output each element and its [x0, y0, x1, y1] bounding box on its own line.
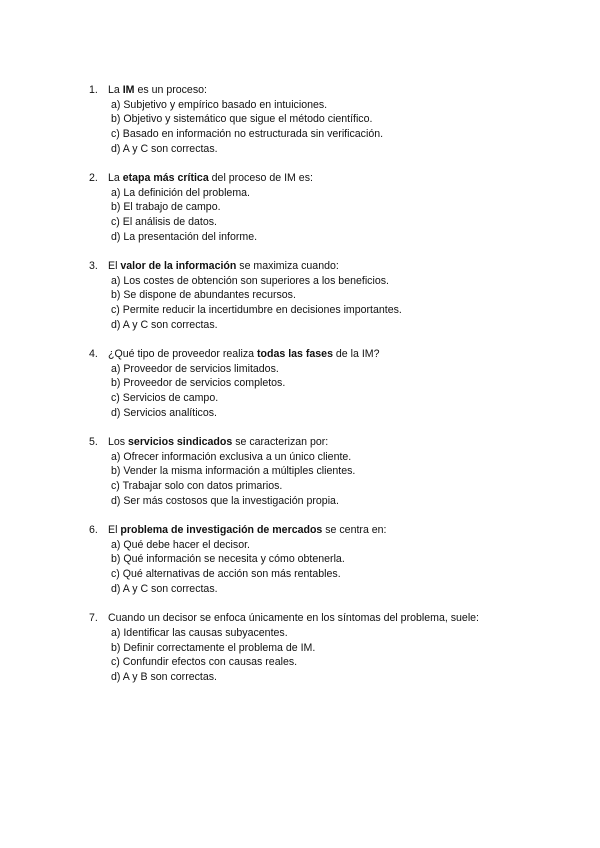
- answer-options: [111, 626, 600, 685]
- answer-options: [111, 450, 600, 509]
- answer-option: b) Proveedor de servicios completos.: [111, 377, 286, 390]
- answer-option: a) Proveedor de servicios limitados.: [111, 362, 279, 375]
- question-stem: [108, 172, 313, 184]
- question-number: 1.: [89, 84, 98, 96]
- question-stem-line: [89, 259, 582, 274]
- answer-option: d) A y C son correctas.: [111, 142, 218, 155]
- answer-option: c) Qué alternativas de acción son más rentables.: [111, 568, 341, 581]
- answer-option: a) La definición del problema.: [111, 186, 250, 199]
- answer-option: b) El trabajo de campo.: [111, 201, 221, 214]
- answer-options: [111, 98, 600, 157]
- question-3: [89, 259, 582, 333]
- question-5: [89, 435, 582, 509]
- question-4: [89, 347, 582, 421]
- stem-text: del proceso de IM es:: [208, 172, 313, 185]
- answer-option: b) Definir correctamente el problema de IM.: [111, 641, 316, 654]
- answer-option: c) El análisis de datos.: [111, 216, 217, 229]
- answer-option: a) Qué debe hacer el decisor.: [111, 538, 250, 551]
- question-stem-line: [89, 347, 582, 362]
- question-stem-line: [89, 171, 582, 186]
- answer-option: d) Ser más costosos que la investigación propia.: [111, 494, 339, 507]
- stem-text: de la IM?: [332, 348, 380, 361]
- stem-emphasis: valor de la información: [120, 260, 237, 273]
- stem-text: El: [108, 260, 121, 273]
- answer-option: c) Trabajar solo con datos primarios.: [111, 480, 283, 493]
- question-number: 2.: [89, 172, 98, 185]
- answer-option: a) Identificar las causas subyacentes.: [111, 626, 288, 639]
- answer-option: a) Los costes de obtención son superiores a los beneficios.: [111, 274, 389, 287]
- answer-option: b) Vender la misma información a múltiples clientes.: [111, 465, 356, 478]
- answer-option: b) Objetivo y sistemático que sigue el método científico.: [111, 113, 373, 126]
- question-number: 7.: [89, 612, 98, 625]
- question-6: [89, 523, 582, 597]
- answer-option: b) Se dispone de abundantes recursos.: [111, 289, 296, 302]
- question-stem: [108, 260, 339, 272]
- answer-option: d) Servicios analíticos.: [111, 406, 217, 419]
- answer-option: a) Ofrecer información exclusiva a un único cliente.: [111, 450, 352, 463]
- answer-option: c) Servicios de campo.: [111, 392, 219, 405]
- question-stem: [108, 348, 380, 360]
- question-stem: [108, 436, 328, 448]
- answer-option: c) Permite reducir la incertidumbre en decisiones importantes.: [111, 304, 402, 317]
- question-stem: [108, 612, 479, 624]
- question-stem: [108, 84, 207, 96]
- question-stem: [108, 524, 387, 536]
- answer-option: a) Subjetivo y empírico basado en intuiciones.: [111, 98, 328, 111]
- stem-text: es un proceso:: [134, 84, 207, 96]
- question-stem-line: [89, 611, 582, 626]
- question-stem-line: [89, 83, 582, 98]
- question-list: [89, 83, 582, 699]
- answer-option: c) Confundir efectos con causas reales.: [111, 656, 298, 669]
- answer-options: [111, 538, 600, 597]
- answer-option: c) Basado en información no estructurada sin verificación.: [111, 128, 384, 141]
- answer-options: [111, 362, 600, 421]
- question-2: [89, 171, 582, 245]
- question-number: 3.: [89, 260, 98, 273]
- answer-options: [111, 186, 600, 245]
- stem-text: ¿Qué tipo de proveedor realiza: [108, 348, 257, 361]
- stem-emphasis: servicios sindicados: [128, 436, 233, 449]
- stem-emphasis: etapa más crítica: [122, 172, 209, 185]
- question-7: [89, 611, 582, 685]
- stem-emphasis: IM: [122, 84, 135, 96]
- stem-text: La: [108, 172, 123, 185]
- stem-text: Los: [108, 436, 129, 449]
- question-stem-line: [89, 523, 582, 538]
- answer-option: d) A y C son correctas.: [111, 318, 218, 331]
- stem-text: La: [108, 84, 123, 96]
- answer-option: d) La presentación del informe.: [111, 230, 258, 243]
- stem-text: se caracterizan por:: [232, 436, 329, 449]
- question-stem-line: [89, 435, 582, 450]
- question-number: 5.: [89, 436, 98, 449]
- answer-options: [111, 274, 600, 333]
- question-number: 6.: [89, 524, 98, 537]
- stem-emphasis: todas las fases: [257, 348, 333, 361]
- question-number: 4.: [89, 348, 98, 361]
- answer-option: b) Qué información se necesita y cómo obtenerla.: [111, 553, 345, 566]
- stem-emphasis: problema de investigación de mercados: [120, 524, 323, 537]
- answer-option: d) A y B son correctas.: [111, 670, 217, 683]
- stem-text: Cuando un decisor se enfoca únicamente en los síntomas del problema, suele:: [108, 612, 480, 625]
- stem-text: se maximiza cuando:: [236, 260, 339, 273]
- stem-text: El: [108, 524, 121, 537]
- question-1: [89, 83, 582, 157]
- stem-text: se centra en:: [322, 524, 387, 537]
- answer-option: d) A y C son correctas.: [111, 582, 218, 595]
